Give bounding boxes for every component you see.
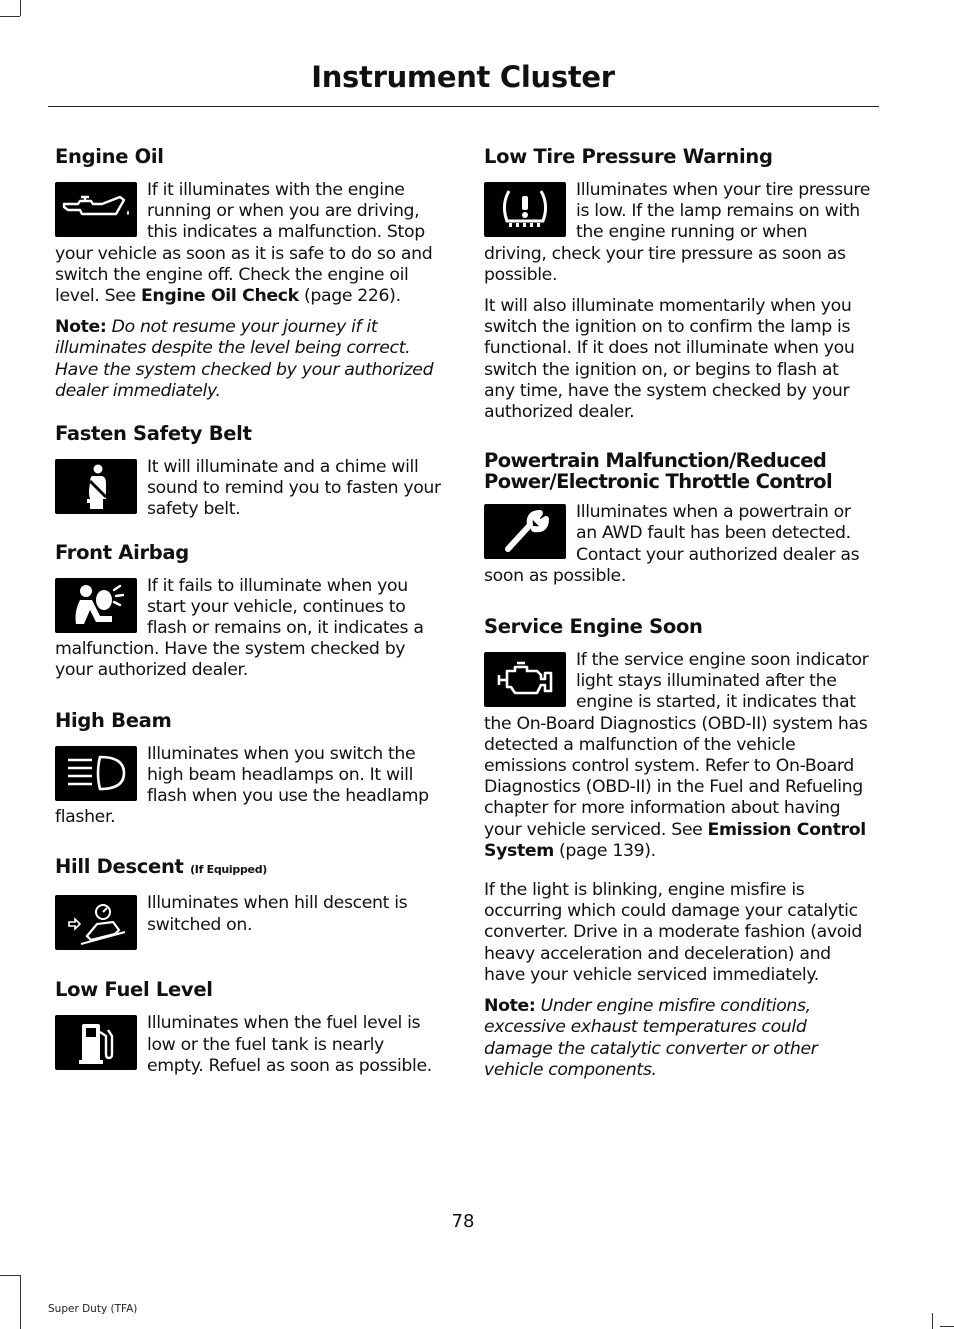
section-service-engine-soon: Service Engine Soon If the service engine soon indicator light stays illuminated after the engine is started, it indicates that the On-Board Diagnostics (OBD-II) system has detected a malfunction of the vehicle emissions control system. Refer to On-Board Diagnostics (OBD-II) in the Fuel and Refueling chapter for more information about having your vehicle serviced. See Emission Control System (page 139). If the light is blinking, engine misfire is occurring which could damage your catalytic converter. Drive in a moderate fashion (avoid heavy acceleration and deceleration) and have your vehicle serviced immediately. Note: Under engine misfire conditions, excessive exhaust temperatures could damage the catalytic converter or other vehicle components.	[484, 614, 874, 1081]
engine-oil-icon	[55, 182, 137, 237]
section-hill-descent: Hill Descent (If Equipped) Illuminates when hill descent is switched on.	[55, 854, 445, 952]
right-column	[484, 144, 874, 1081]
airbag-icon	[55, 578, 137, 633]
section-heading: Powertrain Malfunction/Reduced Power/Electronic Throttle Control	[484, 449, 833, 494]
note: Note: Do not resume your journey if it illuminates despite the level being correct. Have the system checked by your authorized dealer immediately.	[55, 317, 434, 401]
section-heading: Service Engine Soon	[484, 615, 703, 639]
section-heading: Engine Oil	[55, 145, 164, 168]
check-engine-icon	[484, 652, 566, 707]
section-heading: Hill Descent	[55, 855, 184, 879]
left-column	[55, 144, 445, 1077]
hill-descent-icon	[55, 895, 137, 950]
section-engine-oil: Engine Oil If it illuminates with the engine running or when you are driving, this indicates a malfunction. Stop your vehicle as soon as it is safe to do so and switch the engine off. Check the engine oil level. See Engine Oil Check (page 226). Note: Do not resume your journey if it illuminates despite the level being correct. Have the system checked by your authorized dealer immediately.	[55, 144, 445, 402]
crop-mark	[20, 0, 21, 16]
crop-mark	[0, 16, 20, 17]
crop-mark	[940, 1326, 954, 1327]
section-heading: Fasten Safety Belt	[55, 422, 252, 446]
section-low-tire-pressure: Low Tire Pressure Warning Illuminates when your tire pressure is low. If the lamp remains on with the engine running or when driving, check your tire pressure as soon as possible. It will also illuminate momentarily when you switch the ignition on to confirm the lamp is functional. If it does not illuminate when you switch the ignition on, or begins to flash at any time, have the system checked by your authorized dealer.	[484, 144, 874, 423]
emission-control-system-link[interactable]: Emission Control System	[484, 819, 866, 861]
section-heading: High Beam	[55, 708, 172, 732]
section-heading: Low Tire Pressure Warning	[484, 145, 773, 168]
section-heading: Front Airbag	[55, 540, 189, 564]
section-front-airbag: Front Airbag If it fails to illuminate when you start your vehicle, continues to flash or remains on, it indicates a malfunction. Have the system checked by your authorized dealer.	[55, 540, 445, 682]
high-beam-icon	[55, 746, 137, 801]
note: Note: Under engine misfire conditions, excessive exhaust temperatures could damage the catalytic converter or other vehicle components.	[484, 996, 818, 1080]
tire-pressure-icon	[484, 182, 566, 237]
wrench-icon	[484, 504, 566, 559]
section-low-fuel-level: Low Fuel Level Illuminates when the fuel level is low or the fuel tank is nearly empty. Refuel as soon as possible.	[55, 977, 445, 1077]
engine-oil-check-link[interactable]: Engine Oil Check	[140, 286, 299, 307]
if-equipped-qualifier: (If Equipped)	[190, 863, 268, 877]
crop-mark	[932, 1313, 933, 1329]
crop-mark	[0, 1275, 20, 1276]
page-number: 78	[451, 1211, 475, 1232]
section-heading: Low Fuel Level	[55, 978, 213, 1002]
seat-belt-icon	[55, 459, 137, 514]
crop-mark	[20, 1275, 21, 1329]
title-rule	[48, 106, 879, 107]
section-high-beam: High Beam Illuminates when you switch the high beam headlamps on. It will flash when you use the headlamp flasher.	[55, 708, 445, 829]
section-powertrain-malfunction: Powertrain Malfunction/Reduced Power/Electronic Throttle Control Illuminates when a powertrain or an AWD fault has been detected. Contact your authorized dealer as soon as possible.	[484, 450, 874, 587]
footer-model: Super Duty (TFA)	[48, 1303, 138, 1315]
page-title: Instrument Cluster	[311, 60, 615, 94]
section-fasten-safety-belt: Fasten Safety Belt It will illuminate and a chime will sound to remind you to fasten your safety belt.	[55, 421, 445, 521]
fuel-pump-icon	[55, 1015, 137, 1070]
